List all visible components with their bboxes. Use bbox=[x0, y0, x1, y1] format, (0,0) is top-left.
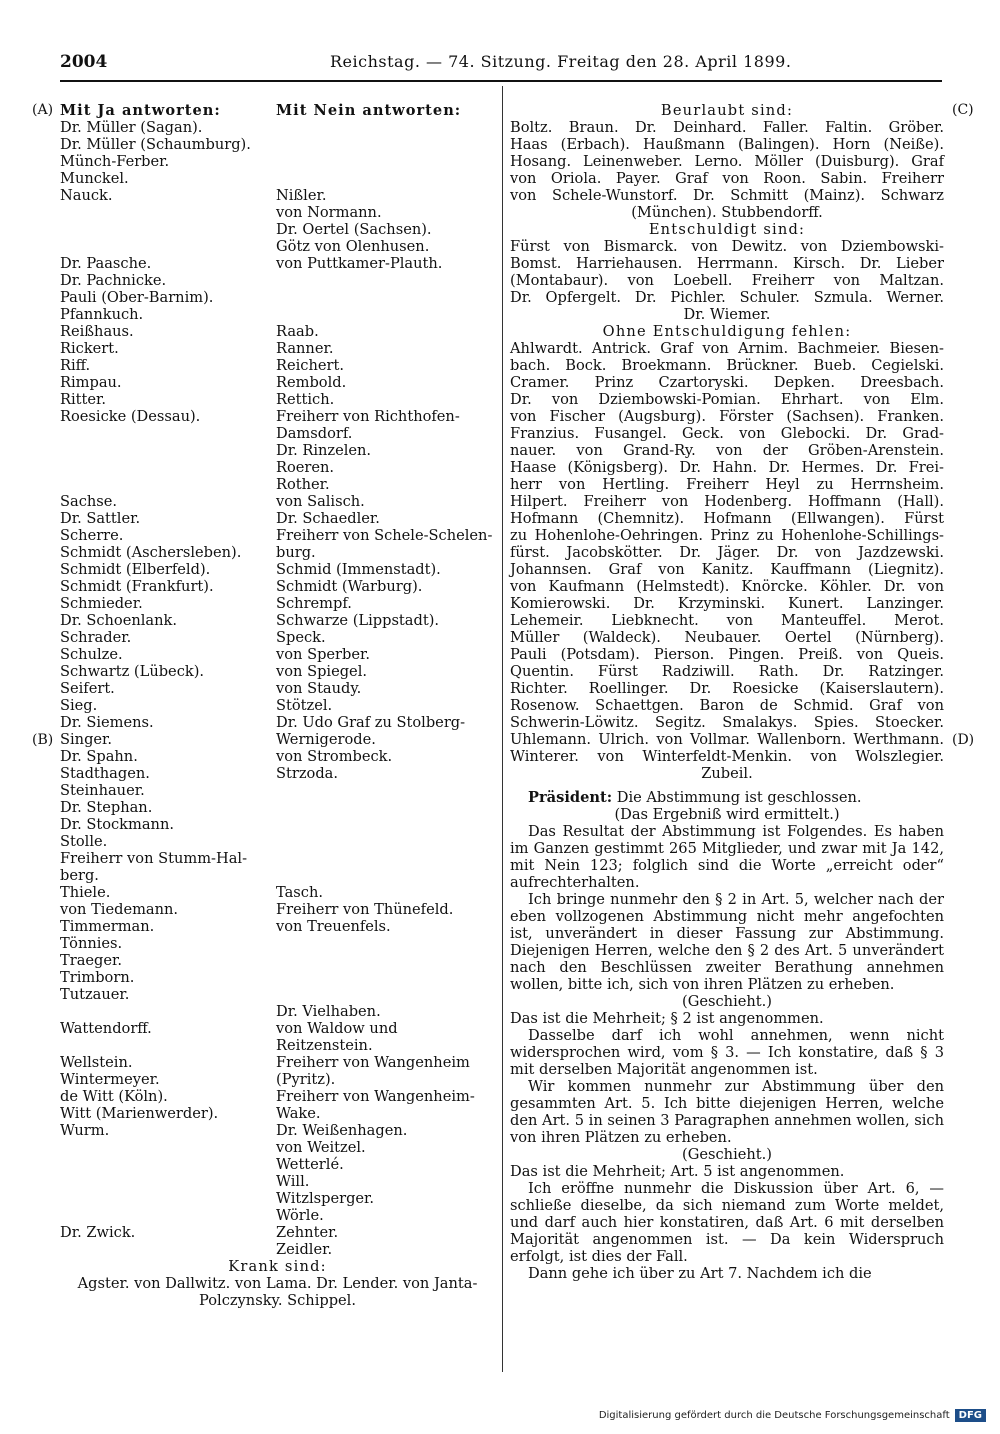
list-line: herr von Hertling. Freiherr Heyl zu Herrnsheim. bbox=[510, 476, 944, 493]
nein-name: Rother. bbox=[276, 476, 330, 493]
nein-name: Strzoda. bbox=[276, 765, 338, 782]
ja-name: Dr. Zwick. bbox=[60, 1224, 136, 1241]
vote-row bbox=[60, 1122, 495, 1139]
ja-heading: Mit Ja antworten: bbox=[60, 102, 221, 119]
vote-row bbox=[60, 629, 495, 646]
vote-row bbox=[60, 884, 495, 901]
nein-name bbox=[276, 306, 495, 323]
ja-name: Münch-Ferber. bbox=[60, 153, 170, 170]
ja-name bbox=[60, 1156, 276, 1173]
paragraph-art5-total: Wir kommen nunmehr zur Abstimmung über den gesammten Art. 5. Ich bitte diejenigen Herren, welche den Art. 5 in seinen 3 Paragraphen annehmen wollen, sich von ihren Plätzen zu erheben. bbox=[510, 1078, 944, 1146]
vote-row bbox=[60, 204, 495, 221]
right-column bbox=[510, 102, 944, 1282]
page-number: 2004 bbox=[60, 52, 108, 72]
margin-mark-d: (D) bbox=[952, 732, 975, 748]
margin-mark-b: (B) bbox=[32, 732, 54, 748]
ja-name bbox=[60, 1173, 276, 1190]
ja-name: Singer. bbox=[60, 731, 113, 748]
ja-name: Steinhauer. bbox=[60, 782, 145, 799]
nein-name: von Salisch. bbox=[276, 493, 365, 510]
ja-name: berg. bbox=[60, 867, 99, 884]
list-line: Dr. Opfergelt. Dr. Pichler. Schuler. Szmula. Werner. bbox=[510, 289, 944, 306]
vote-row bbox=[60, 1156, 495, 1173]
ja-name: Dr. Spahn. bbox=[60, 748, 138, 765]
nein-name bbox=[276, 782, 495, 799]
ja-name: Munckel. bbox=[60, 170, 129, 187]
ja-name: Schmieder. bbox=[60, 595, 143, 612]
nein-name bbox=[276, 935, 495, 952]
ja-name: Wellstein. bbox=[60, 1054, 133, 1071]
nein-name: Freiherr von Richthofen- bbox=[276, 408, 460, 425]
ohne-list bbox=[510, 340, 944, 765]
ja-name: Schulze. bbox=[60, 646, 123, 663]
ja-name bbox=[60, 204, 276, 221]
list-line: Fürst von Bismarck. von Dewitz. von Dziembowski- bbox=[510, 238, 944, 255]
ja-name bbox=[60, 442, 276, 459]
list-line: von Kaufmann (Helmstedt). Knörcke. Köhler. Dr. von bbox=[510, 578, 944, 595]
nein-name: Witzlsperger. bbox=[276, 1190, 375, 1207]
ja-name: Sieg. bbox=[60, 697, 98, 714]
vote-row bbox=[60, 221, 495, 238]
stage-note-2: (Geschieht.) bbox=[682, 1146, 772, 1163]
krank-list bbox=[60, 1275, 495, 1309]
nein-name: Wernigerode. bbox=[276, 731, 376, 748]
list-line: Schwerin-Löwitz. Segitz. Smalakys. Spies. Stoecker. bbox=[510, 714, 944, 731]
vote-row bbox=[60, 561, 495, 578]
running-title: Reichstag. — 74. Sitzung. Freitag den 28. April 1899. bbox=[330, 52, 792, 71]
list-line: Uhlemann. Ulrich. von Vollmar. Wallenborn. Werthmann. bbox=[510, 731, 944, 748]
vote-row bbox=[60, 119, 495, 136]
list-line: nauer. von Grand-Ry. von der Gröben-Arenstein. bbox=[510, 442, 944, 459]
nein-name: Dr. Rinzelen. bbox=[276, 442, 372, 459]
ja-name: Wintermeyer. bbox=[60, 1071, 160, 1088]
ja-name: Timmerman. bbox=[60, 918, 155, 935]
ja-name: Dr. Siemens. bbox=[60, 714, 154, 731]
ja-name: Witt (Marienwerder). bbox=[60, 1105, 219, 1122]
list-line: Dr. von Dziembowski-Pomian. Ehrhart. von Elm. bbox=[510, 391, 944, 408]
vote-row bbox=[60, 153, 495, 170]
nein-name: Tasch. bbox=[276, 884, 324, 901]
vote-row bbox=[60, 578, 495, 595]
ja-name: Schmidt (Aschersleben). bbox=[60, 544, 242, 561]
ja-name: Schwartz (Lübeck). bbox=[60, 663, 205, 680]
ja-name: Roesicke (Dessau). bbox=[60, 408, 201, 425]
ja-name bbox=[60, 1003, 276, 1020]
ja-name: Tutzauer. bbox=[60, 986, 130, 1003]
nein-name: Schmid (Immenstadt). bbox=[276, 561, 441, 578]
nein-name bbox=[276, 952, 495, 969]
nein-name: Wörle. bbox=[276, 1207, 324, 1224]
ja-name: Tönnies. bbox=[60, 935, 123, 952]
nein-name: Zeidler. bbox=[276, 1241, 333, 1258]
digitization-footer bbox=[599, 1409, 986, 1422]
nein-name: von Treuenfels. bbox=[276, 918, 391, 935]
vote-row bbox=[60, 476, 495, 493]
vote-row bbox=[60, 527, 495, 544]
list-line: Richter. Roellinger. Dr. Roesicke (Kaiserslautern). bbox=[510, 680, 944, 697]
nein-name: Stötzel. bbox=[276, 697, 333, 714]
vote-row bbox=[60, 663, 495, 680]
vote-row bbox=[60, 1054, 495, 1071]
vote-row bbox=[60, 969, 495, 986]
vote-row bbox=[60, 1207, 495, 1224]
list-line: Lehemeir. Liebknecht. von Manteuffel. Merot. bbox=[510, 612, 944, 629]
ja-name: Trimborn. bbox=[60, 969, 135, 986]
list-line: von Schele-Wunstorf. Dr. Schmitt (Mainz). Schwarz bbox=[510, 187, 944, 204]
list-line: bach. Bock. Broekmann. Brückner. Bueb. Cegielski. bbox=[510, 357, 944, 374]
vote-row bbox=[60, 799, 495, 816]
dfg-logo: DFG bbox=[955, 1409, 986, 1422]
ja-name: Dr. Stockmann. bbox=[60, 816, 174, 833]
ja-name: Sachse. bbox=[60, 493, 118, 510]
vote-row bbox=[60, 493, 495, 510]
list-line: von Oriola. Payer. Graf von Roon. Sabin. Freiherr bbox=[510, 170, 944, 187]
list-line: Bomst. Harriehausen. Herrmann. Kirsch. Dr. Lieber bbox=[510, 255, 944, 272]
nein-name: von Staudy. bbox=[276, 680, 362, 697]
list-line: Polczynsky. Schippel. bbox=[199, 1292, 356, 1309]
nein-name: Schwarze (Lippstadt). bbox=[276, 612, 440, 629]
nein-name: Ranner. bbox=[276, 340, 334, 357]
ja-name: Dr. Paasche. bbox=[60, 255, 152, 272]
nein-name bbox=[276, 816, 495, 833]
nein-name: Freiherr von Wangenheim- bbox=[276, 1088, 475, 1105]
president-text: Die Abstimmung ist geschlossen. bbox=[616, 789, 862, 806]
nein-name: (Pyritz). bbox=[276, 1071, 336, 1088]
nein-name: Freiherr von Schele-Schelen- bbox=[276, 527, 493, 544]
vote-row bbox=[60, 816, 495, 833]
ja-name: Thiele. bbox=[60, 884, 111, 901]
vote-headings bbox=[60, 102, 495, 119]
ja-name: von Tiedemann. bbox=[60, 901, 179, 918]
vote-row bbox=[60, 187, 495, 204]
vote-row bbox=[60, 697, 495, 714]
paragraph-majority-1: Das ist die Mehrheit; § 2 ist angenommen. bbox=[510, 1010, 824, 1027]
nein-name: Will. bbox=[276, 1173, 310, 1190]
nein-name: Rettich. bbox=[276, 391, 335, 408]
nein-name: von Spiegel. bbox=[276, 663, 367, 680]
vote-row bbox=[60, 289, 495, 306]
vote-row bbox=[60, 1241, 495, 1258]
left-column bbox=[60, 102, 495, 1309]
list-line: zu Hohenlohe-Oehringen. Prinz zu Hohenlohe-Schillings- bbox=[510, 527, 944, 544]
vote-row bbox=[60, 935, 495, 952]
nein-name: Dr. Weißenhagen. bbox=[276, 1122, 408, 1139]
paragraph-art6: Ich eröffne nunmehr die Diskussion über Art. 6, — schließe dieselbe, da sich niemand zum Worte meldet, und darf auch hier konstatiren, daß Art. 6 mit derselben Majorität angenommen ist. — Da kein Widerspruch erfolgt, ist dies der Fall. bbox=[510, 1180, 944, 1265]
vote-row bbox=[60, 459, 495, 476]
list-line: Pauli (Potsdam). Pierson. Pingen. Preiß. von Queis. bbox=[510, 646, 944, 663]
paragraph-art5-vote: Ich bringe nunmehr den § 2 in Art. 5, welcher nach der eben vollzogenen Abstimmung nicht mehr angefochten ist, unverändert in dieser Fassung zur Abstimmung. Diejenigen Herren, welche den § 2 des Art. 5 unverändert nach den Beschlüssen zweiter Berathung annehmen wollen, bitte ich, sich von ihren Plätzen zu erheben. bbox=[510, 891, 944, 993]
footer-credit: Digitalisierung gefördert durch die Deutsche Forschungsgemeinschaft bbox=[598, 1410, 950, 1421]
vote-row bbox=[60, 544, 495, 561]
vote-row bbox=[60, 867, 495, 884]
nein-heading: Mit Nein antworten: bbox=[276, 102, 462, 119]
margin-mark-a: (A) bbox=[32, 102, 54, 118]
vote-row bbox=[60, 1139, 495, 1156]
nein-name bbox=[276, 153, 495, 170]
nein-name: Nißler. bbox=[276, 187, 327, 204]
ja-name: Schmidt (Frankfurt). bbox=[60, 578, 214, 595]
ja-name bbox=[60, 459, 276, 476]
ja-name: Wurm. bbox=[60, 1122, 110, 1139]
ja-name bbox=[60, 425, 276, 442]
nein-name bbox=[276, 833, 495, 850]
paragraph-art7: Dann gehe ich über zu Art 7. Nachdem ich die bbox=[528, 1265, 872, 1282]
president-statement bbox=[510, 789, 944, 806]
nein-name: Freiherr von Thünefeld. bbox=[276, 901, 454, 918]
vote-row bbox=[60, 442, 495, 459]
ja-name: Wattendorff. bbox=[60, 1020, 152, 1037]
ja-name: de Witt (Köln). bbox=[60, 1088, 168, 1105]
vote-row bbox=[60, 170, 495, 187]
margin-mark-c: (C) bbox=[952, 102, 974, 118]
ja-name: Freiherr von Stumm-Hal- bbox=[60, 850, 247, 867]
nein-name bbox=[276, 799, 495, 816]
ja-name bbox=[60, 1190, 276, 1207]
vote-row bbox=[60, 1173, 495, 1190]
vote-row bbox=[60, 340, 495, 357]
list-line: (Montabaur). von Loebell. Freiherr von Maltzan. bbox=[510, 272, 944, 289]
ja-name bbox=[60, 1241, 276, 1258]
vote-row bbox=[60, 1224, 495, 1241]
nein-name: Dr. Vielhaben. bbox=[276, 1003, 381, 1020]
vote-row bbox=[60, 986, 495, 1003]
nein-name: Zehnter. bbox=[276, 1224, 339, 1241]
ja-name bbox=[60, 1139, 276, 1156]
list-line: Cramer. Prinz Czartoryski. Depken. Dreesbach. bbox=[510, 374, 944, 391]
vote-row bbox=[60, 425, 495, 442]
vote-row bbox=[60, 918, 495, 935]
list-line: Hilpert. Freiherr von Hodenberg. Hoffmann (Hall). bbox=[510, 493, 944, 510]
vote-row bbox=[60, 374, 495, 391]
ja-name bbox=[60, 1207, 276, 1224]
vote-row bbox=[60, 1020, 495, 1054]
nein-name bbox=[276, 986, 495, 1003]
nein-name: Götz von Olenhusen. bbox=[276, 238, 430, 255]
paragraph-section3: Dasselbe darf ich wohl annehmen, wenn nicht widersprochen wird, vom § 3. — Ich konstatire, daß § 3 mit derselben Majorität angenommen ist. bbox=[510, 1027, 944, 1078]
nein-name: burg. bbox=[276, 544, 316, 561]
vote-row bbox=[60, 408, 495, 425]
nein-name: von Normann. bbox=[276, 204, 382, 221]
column-divider bbox=[502, 86, 503, 1372]
nein-name bbox=[276, 969, 495, 986]
ohne-heading: Ohne Entschuldigung fehlen: bbox=[602, 323, 852, 340]
nein-name: Raab. bbox=[276, 323, 319, 340]
ja-name: Dr. Schoenlank. bbox=[60, 612, 177, 629]
nein-name: Damsdorf. bbox=[276, 425, 353, 442]
vote-row bbox=[60, 323, 495, 340]
entschuldigt-heading: Entschuldigt sind: bbox=[648, 221, 806, 238]
nein-name bbox=[276, 119, 495, 136]
ja-name: Stolle. bbox=[60, 833, 108, 850]
nein-name: Speck. bbox=[276, 629, 326, 646]
ja-name bbox=[60, 238, 276, 255]
vote-row bbox=[60, 782, 495, 799]
nein-name bbox=[276, 272, 495, 289]
ja-name: Dr. Pachnicke. bbox=[60, 272, 167, 289]
vote-row bbox=[60, 901, 495, 918]
vote-row bbox=[60, 255, 495, 272]
list-line: Agster. von Dallwitz. von Lama. Dr. Lender. von Janta- bbox=[77, 1275, 478, 1292]
ja-name: Schmidt (Elberfeld). bbox=[60, 561, 211, 578]
nein-name bbox=[276, 850, 495, 867]
ja-name: Rimpau. bbox=[60, 374, 122, 391]
nein-name: Roeren. bbox=[276, 459, 335, 476]
nein-name bbox=[276, 170, 495, 187]
nein-name: Dr. Udo Graf zu Stolberg- bbox=[276, 714, 466, 731]
list-line: Haas (Erbach). Haußmann (Balingen). Horn (Neiße). bbox=[510, 136, 944, 153]
stage-note-1: (Geschieht.) bbox=[682, 993, 772, 1010]
nein-name bbox=[276, 136, 495, 153]
vote-row bbox=[60, 646, 495, 663]
ja-name: Seifert. bbox=[60, 680, 115, 697]
list-line: Boltz. Braun. Dr. Deinhard. Faller. Faltin. Gröber. bbox=[510, 119, 944, 136]
ja-name: Riff. bbox=[60, 357, 91, 374]
vote-row bbox=[60, 1190, 495, 1207]
vote-row bbox=[60, 612, 495, 629]
page-header bbox=[60, 52, 940, 78]
nein-name bbox=[276, 867, 495, 884]
nein-name: von Strombeck. bbox=[276, 748, 393, 765]
nein-name: Dr. Schaedler. bbox=[276, 510, 380, 527]
ja-name: Scherre. bbox=[60, 527, 124, 544]
nein-name: Wake. bbox=[276, 1105, 321, 1122]
nein-name: von Puttkamer-Plauth. bbox=[276, 255, 443, 272]
ja-name: Reißhaus. bbox=[60, 323, 134, 340]
ja-name: Pfannkuch. bbox=[60, 306, 144, 323]
beurlaubt-list bbox=[510, 119, 944, 204]
nein-name: Freiherr von Wangenheim bbox=[276, 1054, 470, 1071]
entschuldigt-list bbox=[510, 238, 944, 306]
nein-name: Wetterlé. bbox=[276, 1156, 344, 1173]
paragraph-majority-2: Das ist die Mehrheit; Art. 5 ist angenommen. bbox=[510, 1163, 845, 1180]
header-rule bbox=[60, 80, 942, 82]
entschuldigt-last: Dr. Wiemer. bbox=[683, 306, 771, 323]
list-line: Komierowski. Dr. Krzyminski. Kunert. Lanzinger. bbox=[510, 595, 944, 612]
vote-row bbox=[60, 306, 495, 323]
list-line: Hosang. Leinenweber. Lerno. Möller (Duisburg). Graf bbox=[510, 153, 944, 170]
list-line: Müller (Waldeck). Neubauer. Oertel (Nürnberg). bbox=[510, 629, 944, 646]
stage-note-result: (Das Ergebniß wird ermittelt.) bbox=[614, 806, 840, 823]
ja-name: Pauli (Ober-Barnim). bbox=[60, 289, 214, 306]
nein-name: Reichert. bbox=[276, 357, 344, 374]
nein-name: Schrempf. bbox=[276, 595, 352, 612]
vote-row bbox=[60, 272, 495, 289]
beurlaubt-heading: Beurlaubt sind: bbox=[660, 102, 794, 119]
vote-row bbox=[60, 833, 495, 850]
vote-row bbox=[60, 595, 495, 612]
vote-row bbox=[60, 952, 495, 969]
ja-name: Rickert. bbox=[60, 340, 119, 357]
nein-name: von Sperber. bbox=[276, 646, 371, 663]
vote-row bbox=[60, 680, 495, 697]
beurlaubt-last: (München). Stubbendorff. bbox=[631, 204, 823, 221]
ohne-last: Zubeil. bbox=[701, 765, 753, 782]
vote-row bbox=[60, 238, 495, 255]
vote-row bbox=[60, 357, 495, 374]
ja-name: Dr. Stephan. bbox=[60, 799, 153, 816]
nein-name bbox=[276, 289, 495, 306]
list-line: von Fischer (Augsburg). Förster (Sachsen). Franken. bbox=[510, 408, 944, 425]
list-line: Ahlwardt. Antrick. Graf von Arnim. Bachmeier. Biesen- bbox=[510, 340, 944, 357]
list-line: Haase (Königsberg). Dr. Hahn. Dr. Hermes. Dr. Frei- bbox=[510, 459, 944, 476]
speaker-label: Präsident: bbox=[528, 789, 613, 806]
ja-name: Dr. Müller (Sagan). bbox=[60, 119, 203, 136]
krank-heading: Krank sind: bbox=[228, 1258, 327, 1275]
nein-name: von Weitzel. bbox=[276, 1139, 366, 1156]
vote-row bbox=[60, 510, 495, 527]
list-line: Johannsen. Graf von Kanitz. Kauffmann (Liegnitz). bbox=[510, 561, 944, 578]
ja-name: Dr. Müller (Schaumburg). bbox=[60, 136, 251, 153]
nein-name: Schmidt (Warburg). bbox=[276, 578, 423, 595]
vote-row bbox=[60, 136, 495, 153]
vote-row bbox=[60, 731, 495, 748]
ja-name: Schrader. bbox=[60, 629, 132, 646]
vote-row bbox=[60, 850, 495, 867]
vote-row bbox=[60, 714, 495, 731]
ja-name: Dr. Sattler. bbox=[60, 510, 141, 527]
list-line: Franzius. Fusangel. Geck. von Glebocki. Dr. Grad- bbox=[510, 425, 944, 442]
nein-name: Rembold. bbox=[276, 374, 347, 391]
vote-list bbox=[60, 119, 495, 1258]
vote-row bbox=[60, 1088, 495, 1105]
vote-row bbox=[60, 765, 495, 782]
ja-name: Traeger. bbox=[60, 952, 123, 969]
vote-row bbox=[60, 1105, 495, 1122]
nein-name: von Waldow und Reitzenstein. bbox=[276, 1020, 398, 1054]
nein-name: Dr. Oertel (Sachsen). bbox=[276, 221, 432, 238]
ja-name: Ritter. bbox=[60, 391, 107, 408]
paragraph-result: Das Resultat der Abstimmung ist Folgendes. Es haben im Ganzen gestimmt 265 Mitglieder, und zwar mit Ja 142, mit Nein 123; folglich sind die Worte „erreicht oder“ aufrechterhalten. bbox=[510, 823, 944, 891]
list-line: Quentin. Fürst Radziwill. Rath. Dr. Ratzinger. bbox=[510, 663, 944, 680]
vote-row bbox=[60, 391, 495, 408]
ja-name: Nauck. bbox=[60, 187, 113, 204]
list-line: Winterer. von Winterfeldt-Menkin. von Wolszlegier. bbox=[510, 748, 944, 765]
ja-name bbox=[60, 476, 276, 493]
list-line: Hofmann (Chemnitz). Hofmann (Ellwangen). Fürst bbox=[510, 510, 944, 527]
list-line: Rosenow. Schaettgen. Baron de Schmid. Graf von bbox=[510, 697, 944, 714]
vote-row bbox=[60, 1071, 495, 1088]
vote-row bbox=[60, 748, 495, 765]
ja-name: Stadthagen. bbox=[60, 765, 150, 782]
ja-name bbox=[60, 221, 276, 238]
list-line: fürst. Jacobskötter. Dr. Jäger. Dr. von Jazdzewski. bbox=[510, 544, 944, 561]
vote-row bbox=[60, 1003, 495, 1020]
